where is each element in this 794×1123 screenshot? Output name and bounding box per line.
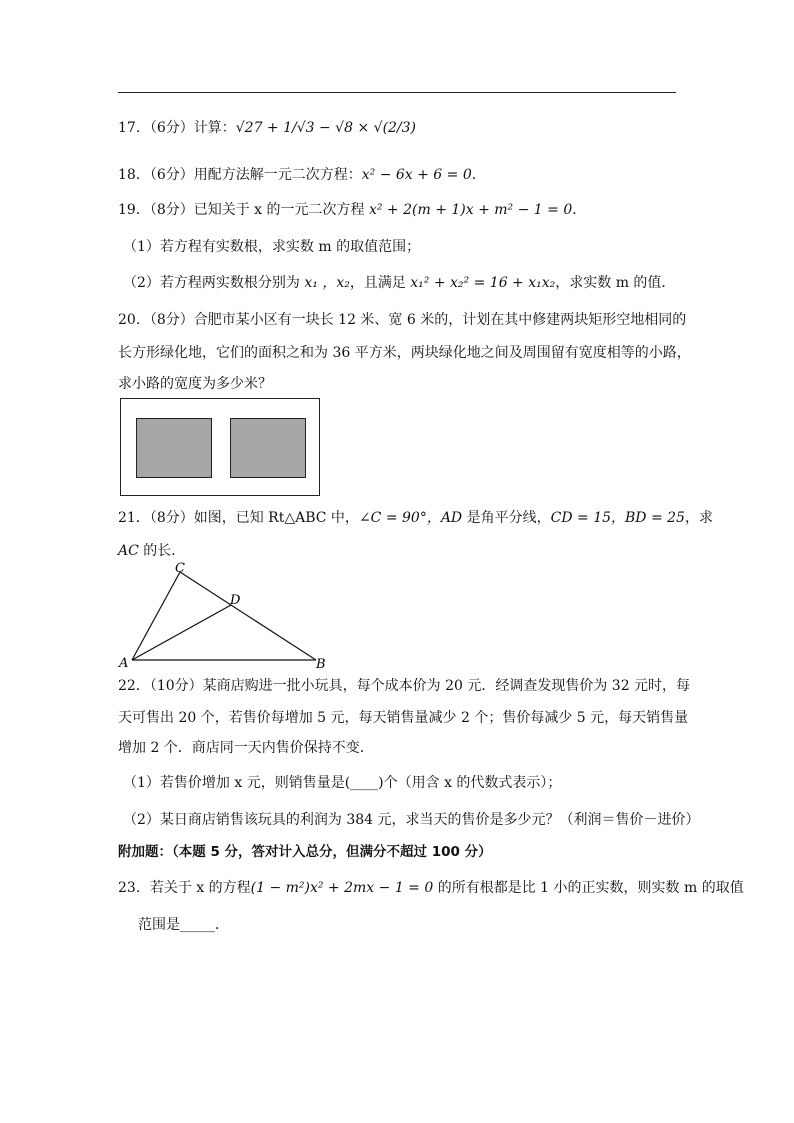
q18-suffix: ．: [471, 167, 486, 183]
q23-expression: (1 − m²)x² + 2mx − 1 = 0: [250, 880, 434, 896]
q17-prefix: 17．（6分）计算：: [118, 120, 236, 136]
q20-line-2: 长方形绿化地，它们的面积之和为 36 平方米，两块绿化地之间及周围留有宽度相等的小路，: [118, 345, 691, 361]
q19-expression: x² + 2(m + 1)x + m² − 1 = 0: [368, 202, 573, 218]
side-cb: [180, 572, 316, 660]
q23-text-b: 的所有根都是比 1 小的正实数，则实数 m 的取值: [433, 880, 744, 896]
q20-line-1: 20．（8分）合肥市某小区有一块长 12 米、宽 6 米的，计划在其中修建两块矩形空地相同的: [118, 312, 687, 328]
q19-p2-text-b: ，且满足: [349, 275, 411, 291]
q22-part-1: （1）若售价增加 x 元，则销售量是(____)个（用含 x 的代数式表示）；: [123, 775, 562, 791]
q21-ac: AC: [118, 543, 139, 559]
label-b: B: [316, 657, 326, 670]
q21-text-d: 的长．: [138, 543, 186, 559]
q21-line-2: [118, 541, 185, 561]
label-d: D: [230, 593, 241, 608]
q21-text-c: ，求: [684, 510, 713, 526]
q19-suffix: ．: [572, 202, 587, 218]
q22-line-3: 增加 2 个．商店同一天内售价保持不变．: [118, 740, 374, 756]
q19-p2-text-c: ，求实数 m 的值．: [555, 275, 676, 291]
label-c: C: [175, 561, 185, 576]
bonus-heading: 附加题：（本题 5 分，答对计入总分，但满分不超过 100 分）: [118, 844, 492, 860]
q18-expression: x² − 6x + 6 = 0: [361, 167, 472, 183]
q19-part-2: [123, 273, 675, 293]
q22-part-2: （2）某日商店销售该玩具的利润为 384 元，求当天的售价是多少元？（利润＝售价－进价）: [123, 812, 700, 828]
q21-text-a: 21．（8分）如图，已知 Rt△ABC 中，: [118, 510, 359, 526]
q19-p2-condition: x₁² + x₂² = 16 + x₁x₂: [410, 275, 556, 291]
question-18: [118, 165, 486, 185]
q19-p2-roots: x₁ ，x₂: [304, 275, 350, 291]
q17-expression: √27 + 1/√3 − √8 × √(2/3): [235, 120, 417, 136]
q19-part-1: （1）若方程有实数根，求实数 m 的取值范围；: [123, 239, 421, 255]
q19-p2-text-a: （2）若方程两实数根分别为: [123, 275, 305, 291]
q21-text-b: 是角平分线，: [462, 510, 551, 526]
q21-lengths: CD = 15，BD = 25: [550, 510, 685, 526]
label-a: A: [119, 656, 129, 670]
green-plot-left: [136, 418, 212, 478]
header-rule: [118, 92, 676, 93]
q23-line-1: [118, 878, 744, 898]
q22-line-1: 22．（10分）某商店购进一批小玩具，每个成本价为 20 元．经调查发现售价为 32 元时，每: [118, 678, 691, 694]
q23-line-2: 范围是_____．: [138, 917, 229, 933]
q18-prefix: 18．（6分）用配方法解一元二次方程：: [118, 167, 362, 183]
question-17: [118, 118, 416, 138]
q21-line-1: [118, 508, 713, 528]
green-plot-right: [230, 418, 306, 478]
q19-prefix: 19．（8分）已知关于 x 的一元二次方程: [118, 202, 369, 218]
question-19: [118, 200, 586, 220]
q22-line-2: 天可售出 20 个，若售价每增加 5 元，每天销售量减少 2 个；售价每减少 5 元，每天销售量: [118, 710, 689, 726]
q21-angle: ∠C = 90°，AD: [358, 510, 463, 526]
q23-text-a: 23．若关于 x 的方程: [118, 880, 251, 896]
garden-figure: [120, 398, 320, 496]
triangle-figure: [118, 560, 338, 670]
q20-line-3: 求小路的宽度为多少米？: [118, 376, 272, 392]
